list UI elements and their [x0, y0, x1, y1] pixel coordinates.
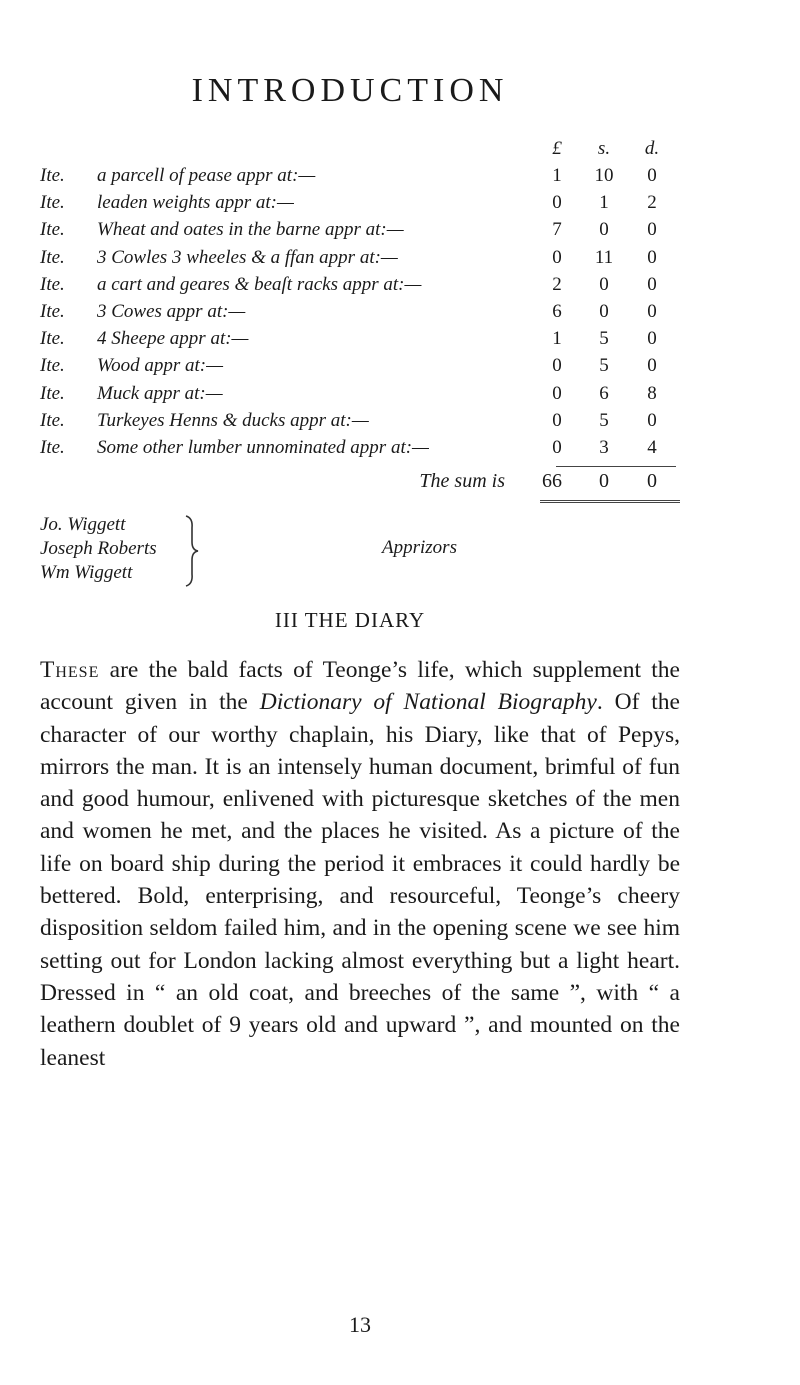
- item-description: Turkeyes Henns & ducks appr at:—: [97, 409, 369, 431]
- shillings-header: s.: [597, 138, 611, 159]
- item-pounds: 6: [552, 300, 562, 322]
- currency-header-row: [40, 136, 680, 162]
- item-shillings: 6: [599, 382, 609, 404]
- item-prefix: Ite.: [40, 436, 65, 458]
- item-pence: 0: [647, 165, 657, 186]
- item-pounds: 1: [552, 165, 562, 186]
- item-description: Wood appr at:—: [97, 355, 223, 377]
- inventory-row: [40, 162, 680, 189]
- inventory-row: [40, 244, 680, 271]
- inventory-row: [40, 189, 680, 216]
- item-pounds: 0: [552, 355, 562, 377]
- item-shillings: 0: [599, 273, 609, 295]
- item-description: a cart and geares & beaſt racks appr at:—: [97, 273, 422, 295]
- item-pounds: 2: [552, 273, 562, 295]
- item-prefix: Ite.: [40, 409, 65, 431]
- item-pounds: 0: [552, 436, 562, 458]
- paragraph-text-1: are the bald facts of Teonge’s life, which supplement the account given in the: [40, 657, 680, 716]
- inventory-row: [40, 380, 680, 407]
- item-pence: 0: [647, 273, 657, 295]
- page-number: 13: [349, 1312, 371, 1337]
- item-shillings: 0: [599, 300, 609, 322]
- item-pounds: 0: [552, 246, 562, 268]
- paragraph-text: [40, 654, 680, 1074]
- item-shillings: 1: [599, 192, 609, 214]
- item-description: Muck appr at:—: [97, 382, 223, 404]
- item-prefix: Ite.: [40, 355, 65, 377]
- sum-label: The sum is: [419, 470, 505, 492]
- item-shillings: 3: [599, 436, 609, 458]
- item-pence: 4: [647, 436, 657, 458]
- item-pence: 0: [647, 409, 657, 431]
- item-description: leaden weights appr at:—: [97, 192, 294, 214]
- brace-icon: [183, 514, 201, 588]
- item-pence: 0: [647, 355, 657, 377]
- item-description: 3 Cowles 3 wheeles & a ffan appr at:—: [97, 246, 398, 268]
- item-prefix: Ite.: [40, 382, 65, 404]
- signature-name: Jo. Wiggett: [40, 514, 126, 535]
- item-pounds: 1: [552, 328, 562, 350]
- cited-title: Dictionary of National Biography: [259, 689, 597, 716]
- item-description: Wheat and oates in the barne appr at:—: [97, 219, 404, 241]
- item-pounds: 0: [552, 409, 562, 431]
- item-prefix: Ite.: [40, 300, 65, 322]
- sum-pence: 0: [647, 470, 657, 492]
- body-paragraph: [40, 654, 680, 1074]
- item-shillings: 10: [594, 165, 614, 186]
- lead-in: These: [40, 657, 100, 683]
- signature-name: Wm Wiggett: [40, 562, 133, 583]
- inventory-row: [40, 434, 680, 461]
- apprizors-label: Apprizors: [382, 537, 457, 558]
- inventory-table: [40, 136, 680, 461]
- sum-row: [40, 467, 680, 495]
- sum-pounds: 66: [542, 470, 562, 492]
- item-prefix: Ite.: [40, 192, 65, 214]
- pounds-header: £: [552, 138, 562, 159]
- item-prefix: Ite.: [40, 219, 65, 241]
- item-description: a parcell of pease appr at:—: [97, 165, 316, 186]
- pence-header: d.: [644, 138, 660, 159]
- item-prefix: Ite.: [40, 165, 65, 186]
- inventory-row: [40, 325, 680, 352]
- item-pence: 0: [647, 328, 657, 350]
- item-shillings: 5: [599, 328, 609, 350]
- item-pounds: 0: [552, 382, 562, 404]
- signature-block: [40, 513, 157, 585]
- signature-name: Joseph Roberts: [40, 538, 157, 559]
- inventory-row: [40, 271, 680, 298]
- item-pence: 0: [647, 300, 657, 322]
- running-head: INTRODUCTION: [191, 72, 509, 109]
- item-shillings: 0: [599, 219, 609, 241]
- item-description: Some other lumber unnominated appr at:—: [97, 436, 429, 458]
- sum-rule-double: [540, 500, 680, 503]
- item-prefix: Ite.: [40, 273, 65, 295]
- item-pounds: 7: [552, 219, 562, 241]
- inventory-row: [40, 216, 680, 243]
- item-pence: 2: [647, 192, 657, 214]
- item-description: 4 Sheepe appr at:—: [97, 328, 249, 350]
- inventory-row: [40, 407, 680, 434]
- section-heading: III THE DIARY: [274, 608, 426, 632]
- item-pounds: 0: [552, 192, 562, 214]
- item-pence: 8: [647, 382, 657, 404]
- item-shillings: 5: [599, 409, 609, 431]
- item-description: 3 Cowes appr at:—: [97, 300, 246, 322]
- inventory-row: [40, 298, 680, 325]
- item-shillings: 5: [599, 355, 609, 377]
- inventory-row: [40, 352, 680, 379]
- sum-shillings: 0: [599, 470, 609, 492]
- item-pence: 0: [647, 219, 657, 241]
- item-shillings: 11: [594, 246, 614, 268]
- item-pence: 0: [647, 246, 657, 268]
- item-prefix: Ite.: [40, 328, 65, 350]
- paragraph-text-2: . Of the character of our worthy chaplain, his Diary, like that of Pepys, mirrors the man. It is an intensely human document, brimful of fun and good humour, enlivened with picturesque sketches of the men and women he met, and the places he visited. As a picture of the life on board ship during the period it embraces it could hardly be bettered. Bold, enterprising, and resourceful, Teonge’s cheery disposition seldom failed him, and in the opening scene we see him setting out for London lacking almost everything but a light heart. Dressed in “ an old coat, and breeches of the same ”, with “ a leathern doublet of 9 years old and upward ”, and mounted on the leanest: [40, 689, 680, 1071]
- item-prefix: Ite.: [40, 246, 65, 268]
